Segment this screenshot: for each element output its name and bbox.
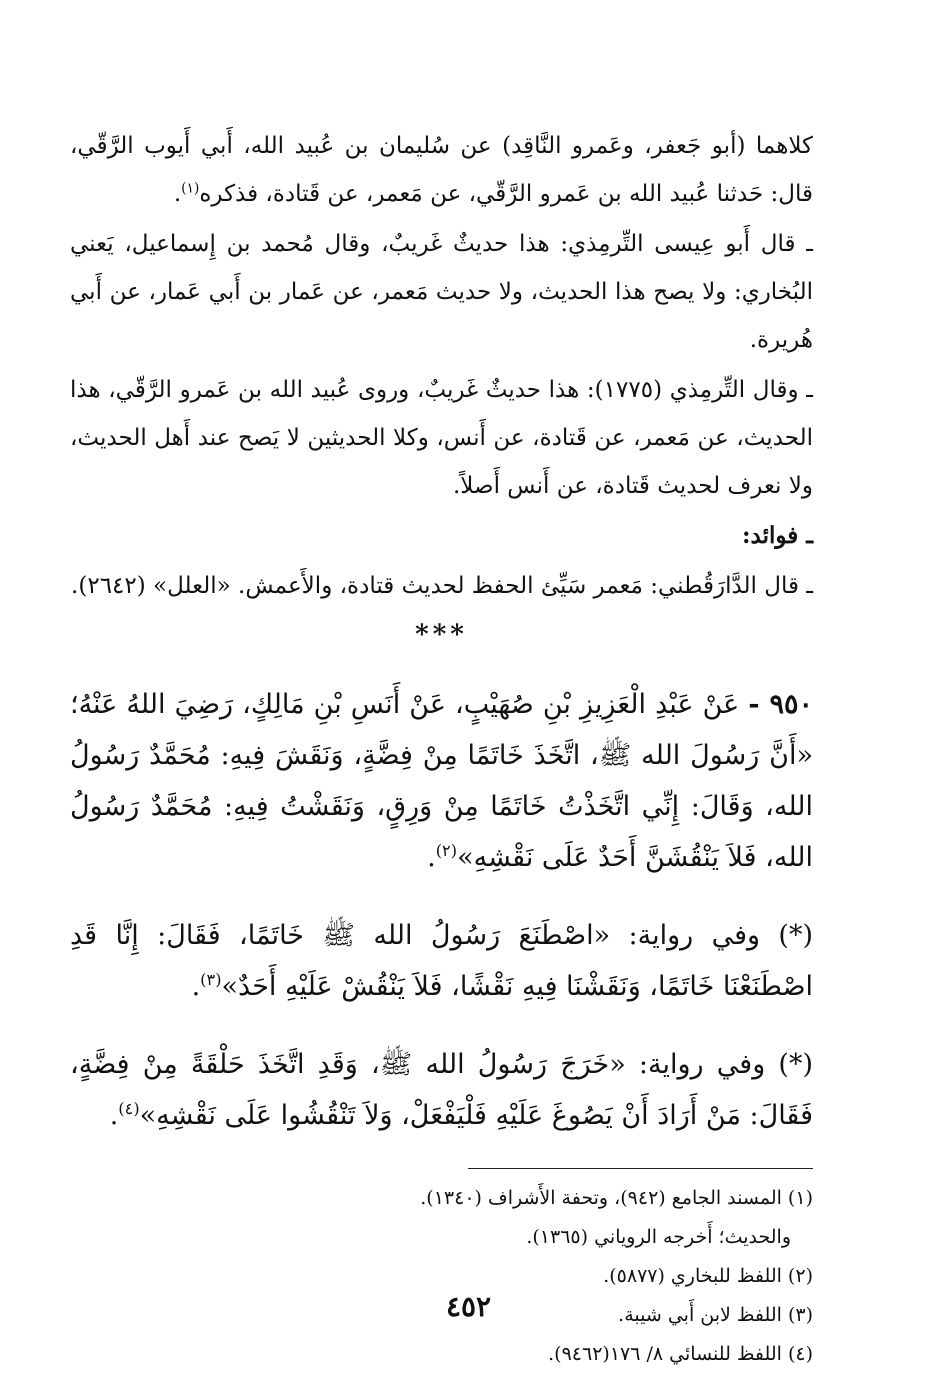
footnote-ref-2[interactable]: (٢) — [435, 841, 458, 860]
paragraph-tirmidhi-bukhari: ـ قال أَبو عِيسى التِّرمِذي: هذا حديثٌ غَريبٌ، وقال مُحمد بن إِسماعيل، يَعني البُخاري: ولا يصح هذا الحديث، ولا حديث مَعمر، عن عَمار بن أَبي عَمار، عن أَبي هُريرة. — [70, 231, 813, 353]
paragraph-tirmidhi-1775: ـ وقال التِّرمِذي (١٧٧٥): هذا حديثٌ غَريبٌ، وروى عُبيد الله بن عَمرو الرَّقّي، هذا الحديث، عن مَعمر، عن قَتادة، عن أَنس، وكلا الحديثين لا يَصح عند أَهل الحديث، ولا نعرف لحديث قَتادة، عن أَنس أَصلاً. — [70, 377, 814, 499]
period: . — [173, 181, 182, 207]
footnote-ref-4[interactable]: (٤) — [118, 1099, 140, 1118]
section-separator: *** — [415, 620, 468, 650]
hadith-chain: عَنْ عَبْدِ الْعَزِيزِ بْنِ صُهَيْبٍ، عَنْ أَنَسِ بْنِ مَالِكٍ، رَضِيَ اللهُ عَنْهُ؛ — [70, 689, 740, 720]
footnote-1-continuation: والحديث؛ أَخرجه الروياني (١٣٦٥). — [526, 1226, 791, 1248]
footnote-divider — [468, 1168, 813, 1169]
hadith-variant-2 — [70, 1039, 813, 1141]
footnote-2: (٢) اللفظ للبخاري (٥٨٧٧). — [603, 1265, 813, 1287]
footnote-4: (٤) اللفظ للنسائي ٨/ ١٧٦(٩٤٦٢). — [548, 1343, 813, 1365]
hadith-950 — [70, 679, 813, 883]
hadith-number: ٩٥٠ - — [748, 689, 813, 720]
variant-text: (*) وفي رواية: «اصْطَنَعَ رَسُولُ الله ﷺ خَاتَمًا، فَقَالَ: إِنَّا قَدِ اصْطَنَعْنَا خَاتَمًا، وَنَقَشْنَا فِيهِ نَقْشًا، فَلاَ يَنْقُشْ عَلَيْهِ أَحَدٌ» — [70, 920, 813, 1002]
footnotes — [70, 1179, 813, 1374]
period: . — [191, 971, 201, 1002]
paragraph-chain-continuation — [70, 122, 813, 218]
paragraph-text: كلاهما (أبو جَعفر، وعَمرو النَّاقِد) عن سُليمان بن عُبيد الله، أَبي أَيوب الرَّقّي، قال: حَدثنا عُبيد الله بن عَمرو الرَّقّي، عن مَعمر، عن قَتادة، فذكره — [70, 133, 813, 207]
period: . — [427, 842, 436, 873]
hadith-variant-1 — [70, 910, 813, 1012]
variant-text: (*) وفي رواية: «خَرَجَ رَسُولُ الله ﷺ، وَقَدِ اتَّخَذَ حَلْقَةً مِنْ فِضَّةٍ، فَقَالَ: مَنْ أَرَادَ أَنْ يَصُوغَ عَلَيْهِ فَلْيَفْعَلْ، وَلاَ تَنْقُشُوا عَلَى نَقْشِهِ» — [70, 1049, 813, 1131]
footnote-ref-1[interactable]: (١) — [181, 180, 200, 197]
footnote-1: (١) المسند الجامع (٩٤٢)، وتحفة الأَشراف (١٣٤٠). — [420, 1187, 813, 1209]
paragraph-daraqutni: ـ قال الدَّارَقُطني: مَعمر سَيِّئ الحفظ لحديث قتادة، والأَعمش. «العلل» (٢٦٤٢). — [71, 573, 813, 599]
page-number: ٤٥٢ — [445, 1290, 492, 1323]
hadith-matn: «أَنَّ رَسُولَ الله ﷺ، اتَّخَذَ خَاتَمًا مِنْ فِضَّةٍ، وَنَقَشَ فِيهِ: مُحَمَّدٌ رَسُولُ الله، وَقَالَ: إِنِّي اتَّخَذْتُ خَاتَمًا مِنْ وَرِقٍ، وَنَقَشْتُ فِيهِ: مُحَمَّدٌ رَسُولُ الله، فَلاَ يَنْقُشَنَّ أَحَدٌ عَلَى نَقْشِهِ» — [70, 740, 813, 873]
benefits-heading: ـ فوائد: — [742, 522, 813, 549]
footnote-ref-3[interactable]: (٣) — [200, 970, 222, 989]
footnote-3: (٣) اللفظ لابن أَبي شيبة. — [618, 1304, 813, 1326]
period: . — [109, 1100, 119, 1131]
